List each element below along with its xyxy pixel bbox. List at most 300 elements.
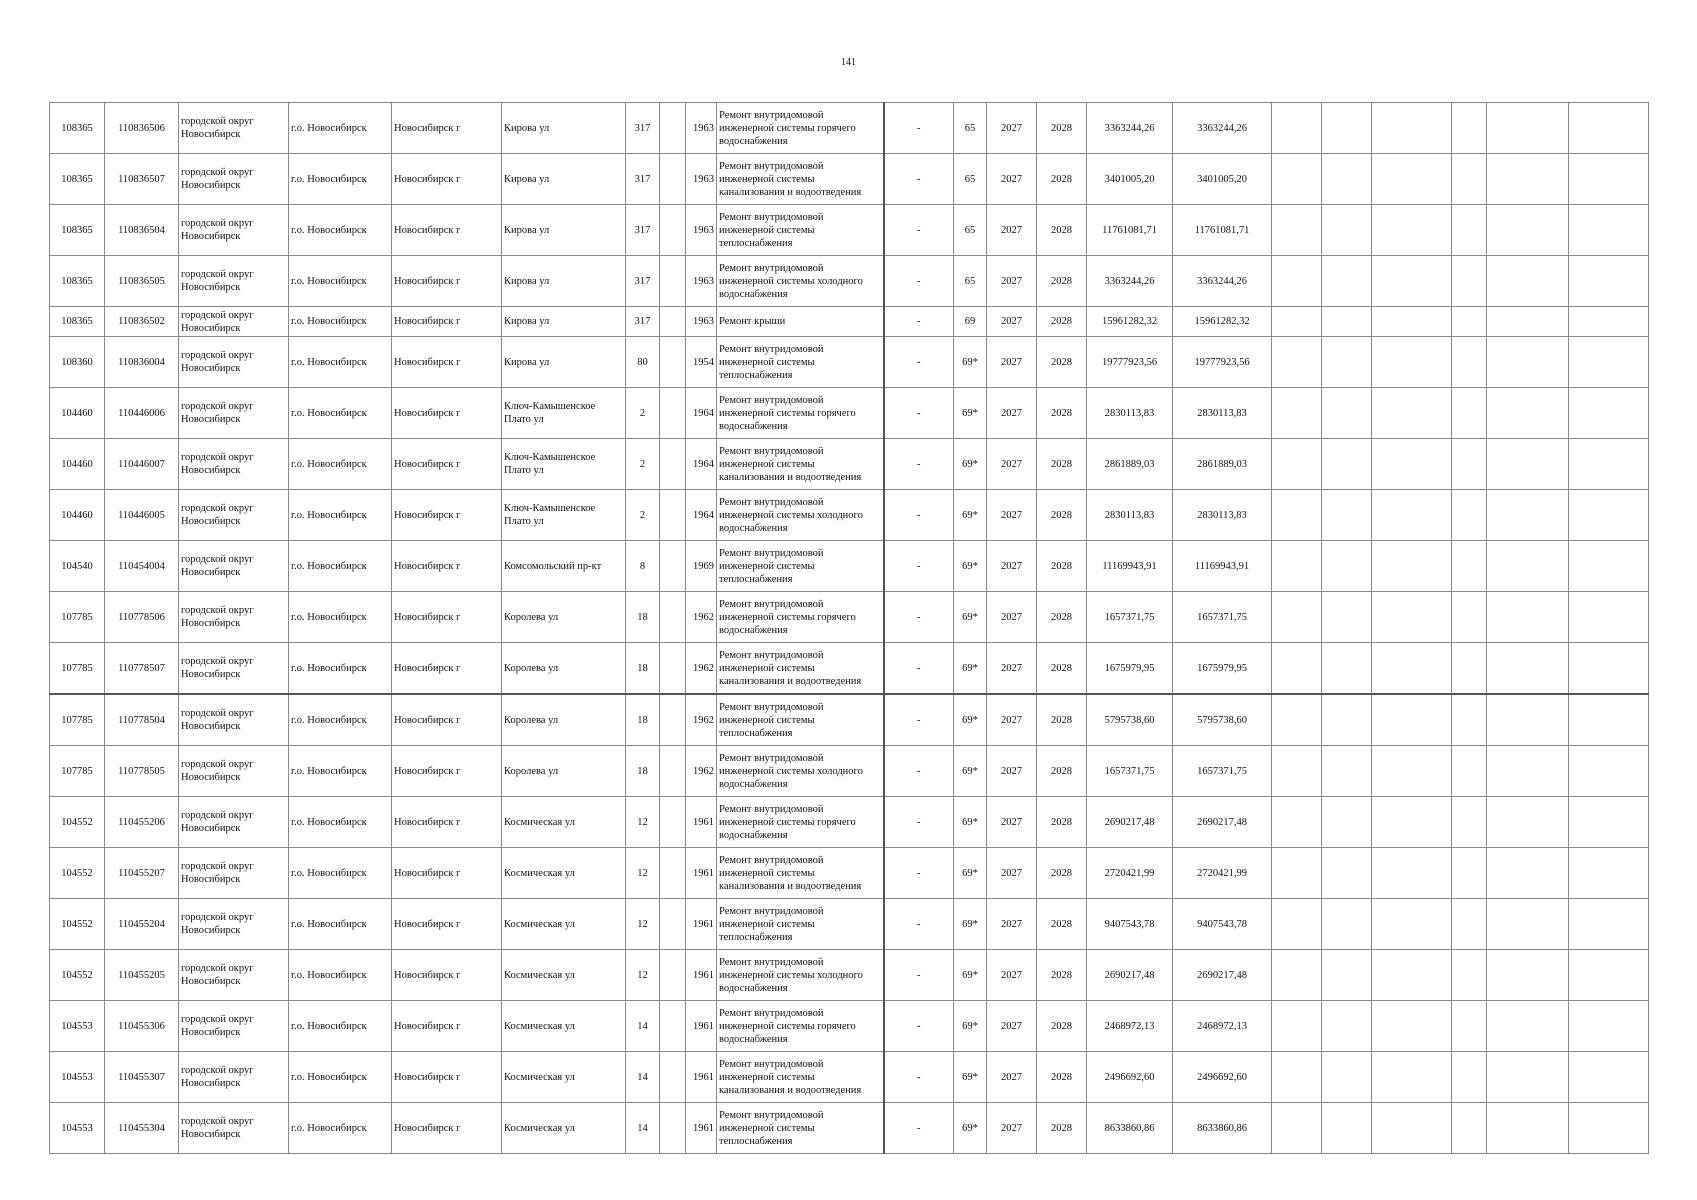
cell-district: г.о. Новосибирск	[289, 797, 392, 848]
cell-empty	[1372, 797, 1452, 848]
cell-year: 1961	[686, 899, 717, 950]
cell-empty	[1487, 1103, 1569, 1154]
cell-empty	[1322, 256, 1372, 307]
cell-start-year: 2027	[987, 1052, 1037, 1103]
cell-code: 110836505	[105, 256, 179, 307]
cell-end-year: 2028	[1037, 103, 1087, 154]
cell-year: 1962	[686, 643, 717, 695]
cell-district: г.о. Новосибирск	[289, 307, 392, 337]
cell-street: Королева ул	[502, 643, 626, 695]
cell-empty	[1452, 103, 1487, 154]
cell-id: 104552	[50, 899, 105, 950]
cell-empty	[1322, 307, 1372, 337]
cell-empty	[1487, 541, 1569, 592]
cell-empty	[1372, 694, 1452, 746]
cell-total: 3363244,26	[1173, 103, 1272, 154]
cell-empty	[1487, 950, 1569, 1001]
cell-cost: 5795738,60	[1087, 694, 1173, 746]
cell-end-year: 2028	[1037, 439, 1087, 490]
cell-empty	[1272, 307, 1322, 337]
cell-code: 110455304	[105, 1103, 179, 1154]
cell-empty	[1322, 490, 1372, 541]
cell-end-year: 2028	[1037, 1052, 1087, 1103]
cell-empty	[1272, 592, 1322, 643]
cell-city: Новосибирск г	[392, 337, 502, 388]
cell-num: 69*	[954, 1052, 987, 1103]
cell-total: 2861889,03	[1173, 439, 1272, 490]
cell-num: 69*	[954, 439, 987, 490]
cell-end-year: 2028	[1037, 1103, 1087, 1154]
cell-work: Ремонт крыши	[717, 307, 884, 337]
cell-cost: 8633860,86	[1087, 1103, 1173, 1154]
cell-year: 1961	[686, 1052, 717, 1103]
cell-empty	[1487, 694, 1569, 746]
cell-empty	[1322, 439, 1372, 490]
cell-work: Ремонт внутридомовой инженерной системы канализования и водоотведения	[717, 154, 884, 205]
cell-city: Новосибирск г	[392, 1052, 502, 1103]
cell-city: Новосибирск г	[392, 643, 502, 695]
cell-id: 104553	[50, 1001, 105, 1052]
cell-num: 69*	[954, 899, 987, 950]
cell-start-year: 2027	[987, 643, 1037, 695]
cell-total: 2468972,13	[1173, 1001, 1272, 1052]
cell-year: 1963	[686, 103, 717, 154]
cell-city: Новосибирск г	[392, 592, 502, 643]
cell-cost: 2830113,83	[1087, 388, 1173, 439]
cell-start-year: 2027	[987, 439, 1037, 490]
cell-cost: 2496692,60	[1087, 1052, 1173, 1103]
cell-year: 1963	[686, 205, 717, 256]
cell-empty	[1487, 439, 1569, 490]
cell-empty	[1272, 256, 1322, 307]
cell-end-year: 2028	[1037, 643, 1087, 695]
cell-empty	[1322, 848, 1372, 899]
cell-empty	[1487, 103, 1569, 154]
cell-empty	[1452, 950, 1487, 1001]
cell-work: Ремонт внутридомовой инженерной системы канализования и водоотведения	[717, 643, 884, 695]
cell-dash: -	[884, 388, 954, 439]
cell-dash: -	[884, 848, 954, 899]
cell-empty	[1322, 103, 1372, 154]
cell-empty	[1272, 490, 1322, 541]
cell-total: 11169943,91	[1173, 541, 1272, 592]
cell-house: 12	[626, 797, 660, 848]
cell-dash: -	[884, 950, 954, 1001]
cell-empty	[1272, 439, 1322, 490]
cell-empty	[1272, 541, 1322, 592]
cell-id: 107785	[50, 592, 105, 643]
cell-city: Новосибирск г	[392, 154, 502, 205]
cell-code: 110446005	[105, 490, 179, 541]
cell-municipality: городской округ Новосибирск	[179, 337, 289, 388]
cell-start-year: 2027	[987, 541, 1037, 592]
cell-empty	[1487, 899, 1569, 950]
cell-year: 1962	[686, 746, 717, 797]
cell-empty	[1487, 337, 1569, 388]
cell-empty	[1569, 694, 1649, 746]
cell-id: 108360	[50, 337, 105, 388]
cell-empty	[660, 643, 686, 695]
cell-empty	[1452, 541, 1487, 592]
cell-year: 1964	[686, 388, 717, 439]
cell-empty	[1272, 337, 1322, 388]
cell-code: 110446006	[105, 388, 179, 439]
cell-num: 69*	[954, 388, 987, 439]
cell-dash: -	[884, 899, 954, 950]
cell-end-year: 2028	[1037, 307, 1087, 337]
cell-empty	[1569, 899, 1649, 950]
cell-work: Ремонт внутридомовой инженерной системы теплоснабжения	[717, 337, 884, 388]
cell-empty	[660, 490, 686, 541]
cell-empty	[1372, 950, 1452, 1001]
cell-empty	[1569, 103, 1649, 154]
cell-district: г.о. Новосибирск	[289, 1001, 392, 1052]
table-row	[50, 950, 1649, 1001]
cell-municipality: городской округ Новосибирск	[179, 1103, 289, 1154]
cell-empty	[1569, 307, 1649, 337]
cell-empty	[660, 694, 686, 746]
cell-year: 1961	[686, 1103, 717, 1154]
cell-district: г.о. Новосибирск	[289, 1052, 392, 1103]
cell-empty	[1487, 1001, 1569, 1052]
cell-municipality: городской округ Новосибирск	[179, 256, 289, 307]
cell-municipality: городской округ Новосибирск	[179, 388, 289, 439]
cell-start-year: 2027	[987, 1001, 1037, 1052]
cell-district: г.о. Новосибирск	[289, 1103, 392, 1154]
cell-year: 1961	[686, 848, 717, 899]
cell-district: г.о. Новосибирск	[289, 337, 392, 388]
cell-total: 2690217,48	[1173, 797, 1272, 848]
cell-id: 107785	[50, 694, 105, 746]
cell-municipality: городской округ Новосибирск	[179, 541, 289, 592]
cell-house: 14	[626, 1052, 660, 1103]
cell-house: 14	[626, 1001, 660, 1052]
cell-municipality: городской округ Новосибирск	[179, 848, 289, 899]
cell-start-year: 2027	[987, 337, 1037, 388]
cell-num: 69*	[954, 541, 987, 592]
cell-municipality: городской округ Новосибирск	[179, 439, 289, 490]
cell-start-year: 2027	[987, 899, 1037, 950]
cell-end-year: 2028	[1037, 490, 1087, 541]
cell-empty	[1322, 746, 1372, 797]
cell-year: 1963	[686, 307, 717, 337]
cell-end-year: 2028	[1037, 337, 1087, 388]
cell-code: 110455206	[105, 797, 179, 848]
cell-empty	[1569, 439, 1649, 490]
cell-empty	[1569, 256, 1649, 307]
table-row	[50, 1052, 1649, 1103]
cell-cost: 1657371,75	[1087, 592, 1173, 643]
table-row	[50, 439, 1649, 490]
cell-start-year: 2027	[987, 950, 1037, 1001]
cell-total: 1657371,75	[1173, 592, 1272, 643]
cell-empty	[1487, 797, 1569, 848]
cell-district: г.о. Новосибирск	[289, 154, 392, 205]
cell-id: 104460	[50, 439, 105, 490]
cell-cost: 9407543,78	[1087, 899, 1173, 950]
table-row	[50, 899, 1649, 950]
cell-work: Ремонт внутридомовой инженерной системы горячего водоснабжения	[717, 797, 884, 848]
cell-empty	[1322, 1052, 1372, 1103]
cell-empty	[1452, 899, 1487, 950]
cell-cost: 2690217,48	[1087, 797, 1173, 848]
cell-empty	[660, 154, 686, 205]
cell-end-year: 2028	[1037, 848, 1087, 899]
cell-empty	[1372, 256, 1452, 307]
cell-work: Ремонт внутридомовой инженерной системы теплоснабжения	[717, 205, 884, 256]
cell-num: 69*	[954, 694, 987, 746]
cell-empty	[1569, 541, 1649, 592]
cell-start-year: 2027	[987, 848, 1037, 899]
cell-end-year: 2028	[1037, 205, 1087, 256]
cell-city: Новосибирск г	[392, 899, 502, 950]
table-row	[50, 490, 1649, 541]
cell-work: Ремонт внутридомовой инженерной системы горячего водоснабжения	[717, 388, 884, 439]
cell-start-year: 2027	[987, 592, 1037, 643]
cell-code: 110446007	[105, 439, 179, 490]
cell-empty	[660, 592, 686, 643]
cell-municipality: городской округ Новосибирск	[179, 643, 289, 695]
cell-work: Ремонт внутридомовой инженерной системы горячего водоснабжения	[717, 103, 884, 154]
cell-id: 104552	[50, 797, 105, 848]
cell-end-year: 2028	[1037, 797, 1087, 848]
cell-empty	[660, 103, 686, 154]
cell-dash: -	[884, 307, 954, 337]
cell-end-year: 2028	[1037, 154, 1087, 205]
cell-empty	[1372, 541, 1452, 592]
cell-empty	[1322, 1103, 1372, 1154]
cell-dash: -	[884, 541, 954, 592]
cell-city: Новосибирск г	[392, 541, 502, 592]
cell-empty	[1452, 797, 1487, 848]
cell-total: 2720421,99	[1173, 848, 1272, 899]
cell-id: 108365	[50, 205, 105, 256]
cell-empty	[1372, 1103, 1452, 1154]
table-row	[50, 592, 1649, 643]
cell-id: 104460	[50, 388, 105, 439]
cell-house: 8	[626, 541, 660, 592]
cell-empty	[1487, 307, 1569, 337]
cell-start-year: 2027	[987, 154, 1037, 205]
cell-num: 69*	[954, 592, 987, 643]
cell-empty	[1452, 205, 1487, 256]
cell-empty	[1372, 1052, 1452, 1103]
cell-city: Новосибирск г	[392, 694, 502, 746]
cell-dash: -	[884, 490, 954, 541]
table-row	[50, 541, 1649, 592]
cell-work: Ремонт внутридомовой инженерной системы холодного водоснабжения	[717, 256, 884, 307]
cell-start-year: 2027	[987, 746, 1037, 797]
cell-empty	[1452, 592, 1487, 643]
cell-municipality: городской округ Новосибирск	[179, 746, 289, 797]
cell-cost: 2830113,83	[1087, 490, 1173, 541]
cell-year: 1961	[686, 950, 717, 1001]
cell-total: 2830113,83	[1173, 490, 1272, 541]
cell-end-year: 2028	[1037, 1001, 1087, 1052]
cell-work: Ремонт внутридомовой инженерной системы теплоснабжения	[717, 541, 884, 592]
cell-street: Ключ-Камышенское Плато ул	[502, 439, 626, 490]
cell-code: 110836504	[105, 205, 179, 256]
cell-dash: -	[884, 337, 954, 388]
cell-num: 65	[954, 256, 987, 307]
cell-street: Королева ул	[502, 746, 626, 797]
cell-house: 317	[626, 103, 660, 154]
cell-district: г.о. Новосибирск	[289, 256, 392, 307]
cell-cost: 11761081,71	[1087, 205, 1173, 256]
cell-empty	[1452, 154, 1487, 205]
cell-year: 1969	[686, 541, 717, 592]
cell-cost: 11169943,91	[1087, 541, 1173, 592]
cell-code: 110778505	[105, 746, 179, 797]
cell-district: г.о. Новосибирск	[289, 746, 392, 797]
cell-cost: 3363244,26	[1087, 256, 1173, 307]
cell-work: Ремонт внутридомовой инженерной системы горячего водоснабжения	[717, 1001, 884, 1052]
cell-house: 317	[626, 256, 660, 307]
cell-city: Новосибирск г	[392, 388, 502, 439]
cell-start-year: 2027	[987, 694, 1037, 746]
cell-end-year: 2028	[1037, 541, 1087, 592]
cell-empty	[1452, 1001, 1487, 1052]
cell-code: 110455204	[105, 899, 179, 950]
cell-city: Новосибирск г	[392, 848, 502, 899]
cell-empty	[1569, 797, 1649, 848]
cell-end-year: 2028	[1037, 899, 1087, 950]
cell-empty	[1372, 848, 1452, 899]
cell-total: 5795738,60	[1173, 694, 1272, 746]
cell-dash: -	[884, 746, 954, 797]
cell-empty	[1569, 388, 1649, 439]
cell-id: 104553	[50, 1052, 105, 1103]
cell-city: Новосибирск г	[392, 1103, 502, 1154]
cell-total: 19777923,56	[1173, 337, 1272, 388]
cell-start-year: 2027	[987, 388, 1037, 439]
cell-start-year: 2027	[987, 256, 1037, 307]
cell-id: 104552	[50, 848, 105, 899]
cell-city: Новосибирск г	[392, 797, 502, 848]
cell-street: Космическая ул	[502, 950, 626, 1001]
cell-empty	[1487, 388, 1569, 439]
cell-code: 110836507	[105, 154, 179, 205]
cell-empty	[660, 1052, 686, 1103]
table-row	[50, 307, 1649, 337]
cell-work: Ремонт внутридомовой инженерной системы холодного водоснабжения	[717, 950, 884, 1001]
cell-empty	[1452, 1103, 1487, 1154]
cell-cost: 1657371,75	[1087, 746, 1173, 797]
cell-municipality: городской округ Новосибирск	[179, 694, 289, 746]
cell-work: Ремонт внутридомовой инженерной системы теплоснабжения	[717, 1103, 884, 1154]
cell-num: 69*	[954, 337, 987, 388]
cell-empty	[1322, 205, 1372, 256]
cell-empty	[1452, 694, 1487, 746]
cell-empty	[1372, 592, 1452, 643]
cell-street: Ключ-Камышенское Плато ул	[502, 388, 626, 439]
cell-empty	[660, 746, 686, 797]
cell-total: 3363244,26	[1173, 256, 1272, 307]
cell-work: Ремонт внутридомовой инженерной системы теплоснабжения	[717, 694, 884, 746]
cell-num: 65	[954, 205, 987, 256]
page-number: 141	[841, 57, 856, 68]
cell-district: г.о. Новосибирск	[289, 643, 392, 695]
cell-house: 12	[626, 950, 660, 1001]
cell-total: 9407543,78	[1173, 899, 1272, 950]
cell-num: 69*	[954, 950, 987, 1001]
cell-year: 1961	[686, 1001, 717, 1052]
cell-dash: -	[884, 694, 954, 746]
cell-municipality: городской округ Новосибирск	[179, 899, 289, 950]
cell-city: Новосибирск г	[392, 490, 502, 541]
table-row	[50, 1001, 1649, 1052]
cell-city: Новосибирск г	[392, 746, 502, 797]
cell-empty	[1452, 746, 1487, 797]
cell-city: Новосибирск г	[392, 205, 502, 256]
cell-district: г.о. Новосибирск	[289, 103, 392, 154]
cell-code: 110455205	[105, 950, 179, 1001]
cell-empty	[1322, 899, 1372, 950]
cell-work: Ремонт внутридомовой инженерной системы горячего водоснабжения	[717, 592, 884, 643]
cell-street: Комсомольский пр-кт	[502, 541, 626, 592]
cell-end-year: 2028	[1037, 950, 1087, 1001]
cell-empty	[1487, 154, 1569, 205]
cell-end-year: 2028	[1037, 746, 1087, 797]
cell-dash: -	[884, 1001, 954, 1052]
cell-id: 108365	[50, 256, 105, 307]
cell-empty	[1272, 388, 1322, 439]
cell-street: Космическая ул	[502, 899, 626, 950]
cell-house: 12	[626, 848, 660, 899]
cell-empty	[1272, 1052, 1322, 1103]
cell-code: 110455306	[105, 1001, 179, 1052]
cell-empty	[1372, 388, 1452, 439]
cell-empty	[1569, 337, 1649, 388]
cell-empty	[1272, 205, 1322, 256]
cell-total: 2496692,60	[1173, 1052, 1272, 1103]
cell-total: 11761081,71	[1173, 205, 1272, 256]
cell-empty	[1569, 154, 1649, 205]
cell-empty	[1569, 205, 1649, 256]
cell-code: 110778504	[105, 694, 179, 746]
cell-empty	[1452, 848, 1487, 899]
cell-id: 108365	[50, 103, 105, 154]
cell-street: Кирова ул	[502, 154, 626, 205]
cell-empty	[1569, 746, 1649, 797]
cell-empty	[1372, 1001, 1452, 1052]
cell-street: Королева ул	[502, 592, 626, 643]
cell-cost: 2468972,13	[1087, 1001, 1173, 1052]
cell-municipality: городской округ Новосибирск	[179, 490, 289, 541]
cell-code: 110836004	[105, 337, 179, 388]
cell-house: 80	[626, 337, 660, 388]
cell-empty	[1322, 643, 1372, 695]
cell-code: 110836506	[105, 103, 179, 154]
cell-code: 110778506	[105, 592, 179, 643]
cell-total: 15961282,32	[1173, 307, 1272, 337]
cell-house: 317	[626, 307, 660, 337]
cell-empty	[660, 439, 686, 490]
cell-dash: -	[884, 1052, 954, 1103]
cell-work: Ремонт внутридомовой инженерной системы канализования и водоотведения	[717, 848, 884, 899]
cell-num: 69*	[954, 490, 987, 541]
cell-num: 69*	[954, 1103, 987, 1154]
cell-empty	[1452, 490, 1487, 541]
cell-work: Ремонт внутридомовой инженерной системы холодного водоснабжения	[717, 746, 884, 797]
cell-end-year: 2028	[1037, 592, 1087, 643]
cell-dash: -	[884, 439, 954, 490]
cell-municipality: городской округ Новосибирск	[179, 1001, 289, 1052]
cell-empty	[1569, 490, 1649, 541]
cell-municipality: городской округ Новосибирск	[179, 307, 289, 337]
cell-empty	[660, 388, 686, 439]
cell-empty	[1487, 205, 1569, 256]
